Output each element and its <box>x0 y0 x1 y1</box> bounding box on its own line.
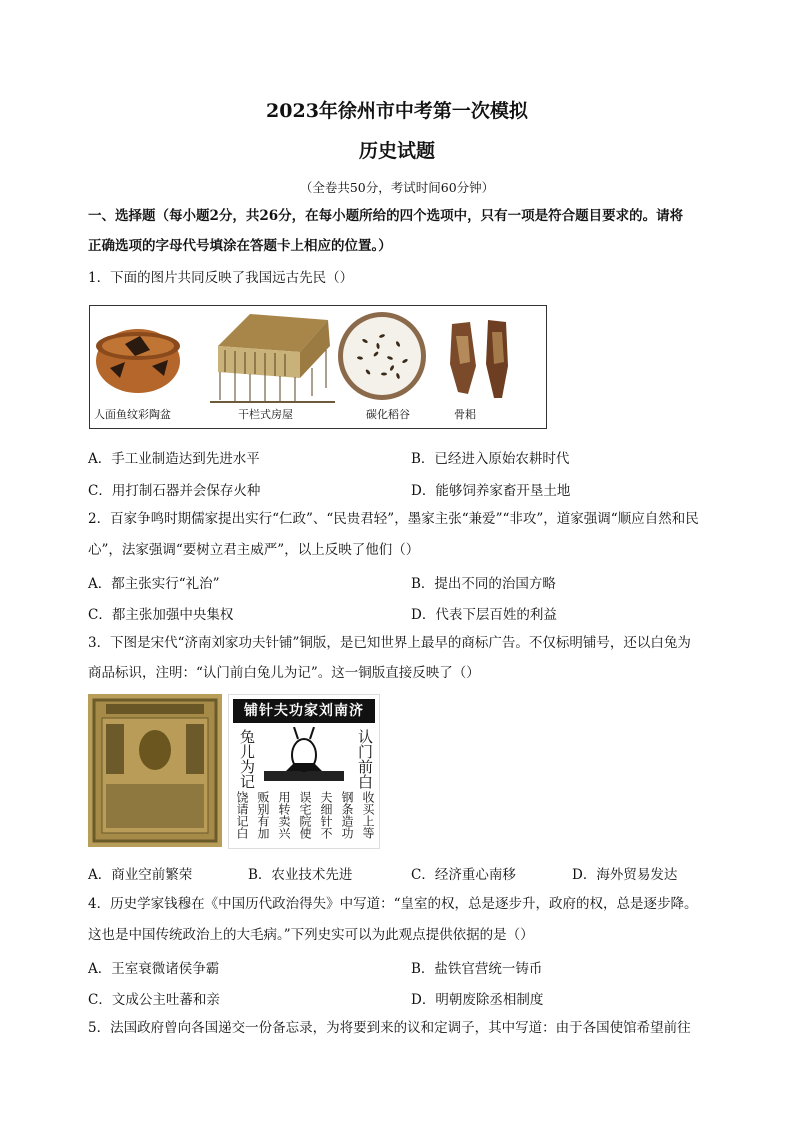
plate-col-1: 收买上等 <box>361 791 375 839</box>
q4-option-b: B．盐铁官营统一铸币 <box>411 961 543 977</box>
q3-option-b: B．农业技术先进 <box>248 867 353 883</box>
pottery-basin-image <box>96 329 180 393</box>
plate-left-column: 兔儿为记 <box>238 729 256 789</box>
q3-option-a: A．商业空前繁荣 <box>88 867 193 883</box>
carbonized-rice-image <box>338 312 426 400</box>
section-heading-line1: 一、选择题（每小题2分，共26分，在每小题所给的四个选项中，只有一项是符合题目要求的。请将 <box>88 208 684 224</box>
q2-option-a: A．都主张实行“礼治” <box>88 576 220 592</box>
q1-caption-2: 干栏式房屋 <box>238 408 293 421</box>
plate-col-2: 钢条造功 <box>340 791 354 839</box>
exam-title: 2023年徐州市中考第一次模拟 <box>266 100 528 122</box>
bronze-plate-rubbing <box>228 694 380 849</box>
plate-right-column: 认门前白 <box>356 729 374 789</box>
q1-caption-1: 人面鱼纹彩陶盆 <box>94 408 171 421</box>
q3-stem-line2: 商品标识，注明：“认门前白兔儿为记”。这一铜版直接反映了（） <box>88 665 480 681</box>
bone-plough-image <box>450 320 508 398</box>
section-heading-line2: 正确选项的字母代号填涂在答题卡上相应的位置。） <box>88 238 392 254</box>
q3-stem-line1: 3．下图是宋代“济南刘家功夫针铺”铜版，是已知世界上最早的商标广告。不仅标明铺号，还以白兔为 <box>88 635 691 651</box>
q2-option-c: C．都主张加强中央集权 <box>88 607 234 623</box>
q3-option-c: C．经济重心南移 <box>411 867 516 883</box>
q5-stem-line1: 5．法国政府曾向各国递交一份备忘录，为将要到来的议和定调子，其中写道：由于各国使馆希望前往 <box>88 1020 691 1036</box>
plate-col-4: 误宅院使 <box>298 791 312 839</box>
q1-option-b: B．已经进入原始农耕时代 <box>411 451 570 467</box>
q4-stem-line1: 4．历史学家钱穆在《中国历代政治得失》中写道：“皇室的权，总是逐步升，政府的权，总是逐步降。 <box>88 896 698 912</box>
plate-col-7: 饶请记白 <box>235 791 249 839</box>
q2-option-d: D．代表下层百姓的利益 <box>411 607 557 623</box>
q2-option-b: B．提出不同的治国方略 <box>411 576 556 592</box>
bronze-plate-photo <box>88 694 222 847</box>
plate-top-banner: 铺针夫功家刘南济 <box>233 699 375 723</box>
q2-stem-line2: 心”，法家强调“要树立君主威严”，以上反映了他们（） <box>88 542 420 558</box>
q1-stem: 1．下面的图片共同反映了我国远古先民（） <box>88 270 354 286</box>
bronze-plate-art <box>88 694 222 847</box>
exam-subtitle: 历史试题 <box>358 140 435 162</box>
q1-caption-4: 骨耜 <box>454 408 476 421</box>
white-rabbit-icon <box>264 727 344 789</box>
q4-stem-line2: 这也是中国传统政治上的大毛病。”下列史实可以为此观点提供依据的是（） <box>88 927 534 943</box>
q4-option-a: A．王室衰微诸侯争霸 <box>88 961 220 977</box>
q4-option-c: C．文成公主吐蕃和亲 <box>88 992 220 1008</box>
q1-option-d: D．能够饲养家畜开垦土地 <box>411 483 571 499</box>
plate-bottom-text <box>235 791 375 845</box>
plate-col-6: 贩别有加 <box>256 791 270 839</box>
q1-figure <box>89 305 547 429</box>
q4-option-d: D．明朝废除丞相制度 <box>411 992 544 1008</box>
q2-stem-line1: 2．百家争鸣时期儒家提出实行“仁政”、“民贵君轻”，墨家主张“兼爱”“非攻”，道家强调“顺应自然和民 <box>88 511 699 527</box>
q1-option-c: C．用打制石器并会保存火种 <box>88 483 261 499</box>
exam-note: （全卷共50分，考试时间60分钟） <box>299 180 495 195</box>
q1-option-a: A．手工业制造达到先进水平 <box>88 451 260 467</box>
plate-col-5: 用转卖兴 <box>277 791 291 839</box>
stilt-house-image <box>210 314 335 402</box>
q1-caption-3: 碳化稻谷 <box>366 408 410 421</box>
q3-option-d: D．海外贸易发达 <box>572 867 678 883</box>
plate-col-3: 夫细针不 <box>319 791 333 839</box>
